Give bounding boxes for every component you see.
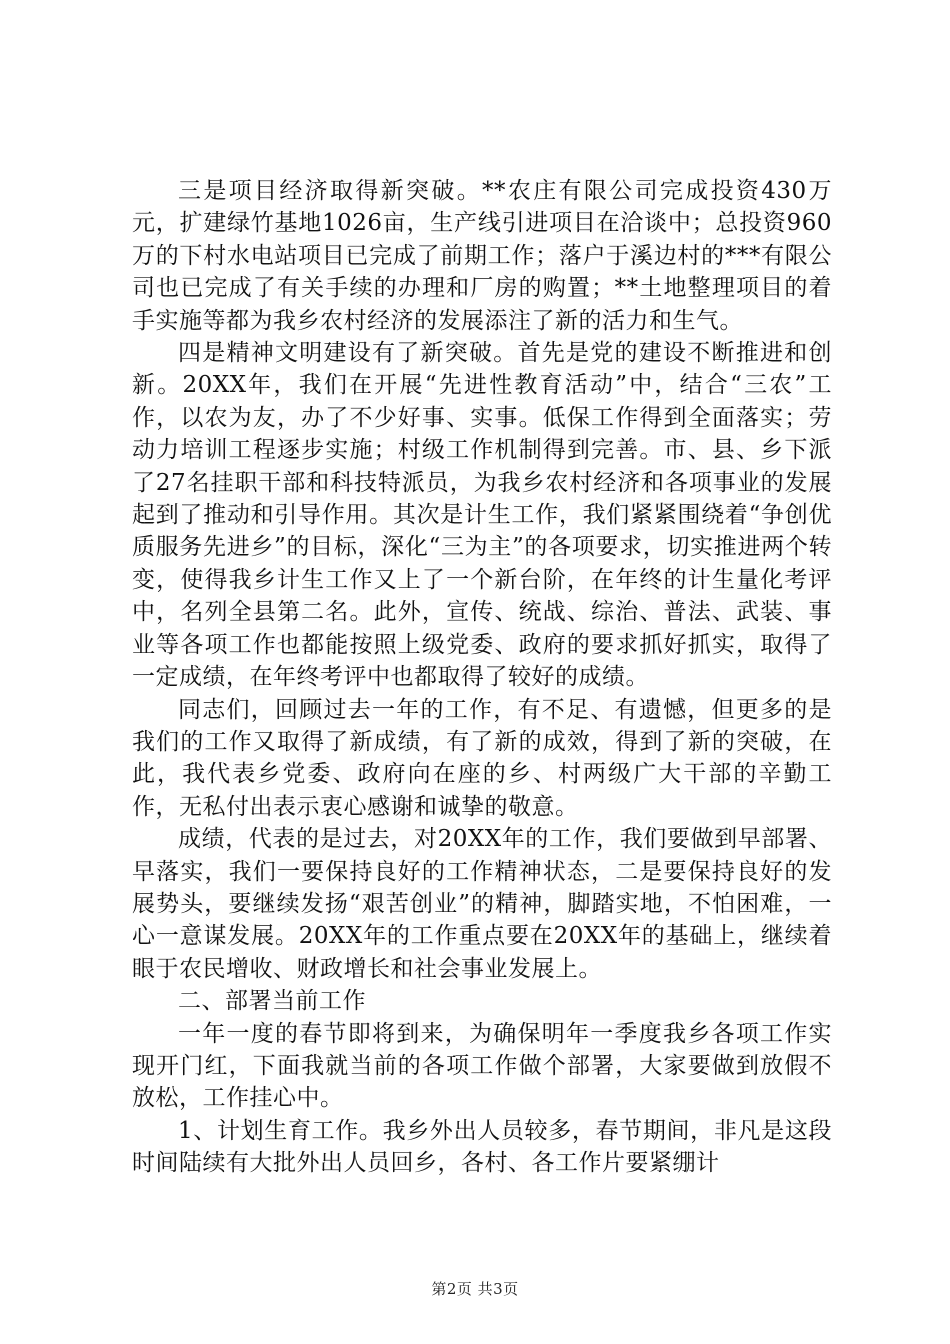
paragraph-family-planning: 1、计划生育工作。我乡外出人员较多，春节期间，非凡是这段时间陆续有大批外出人员回乡，各村、各工作片要紧绷计	[132, 1117, 832, 1177]
paragraph-achievements: 成绩，代表的是过去，对20XX年的工作，我们要做到早部署、早落实，我们一要保持良好的工作精神状态，二是要保持良好的发展势头，要继续发扬“艰苦创业”的精神，脚踏实地，不怕困难，一心一意谋发展。20XX年的工作重点要在20XX年的基础上，继续着眼于农民增收、财政增长和社会事业发展上。	[132, 826, 832, 982]
page-footer: 第2页 共3页	[431, 1280, 519, 1298]
paragraph-project-economy: 三是项目经济取得新突破。**农庄有限公司完成投资430万元，扩建绿竹基地1026亩，生产线引进项目在洽谈中；总投资960万的下村水电站项目已完成了前期工作；落户于溪边村的***有限公司也已完成了有关手续的办理和厂房的购置；**土地整理项目的着手实施等都为我乡农村经济的发展添注了新的活力和生气。	[132, 178, 832, 334]
document-body	[132, 175, 832, 1180]
section-heading-current-work: 二、部署当前工作	[178, 988, 366, 1015]
paragraph-spring-festival: 一年一度的春节即将到来，为确保明年一季度我乡各项工作实现开门红，下面我就当前的各项工作做个部署，大家要做到放假不放松，工作挂心中。	[132, 1020, 832, 1112]
paragraph-spiritual-civilization: 四是精神文明建设有了新突破。首先是党的建设不断推进和创新。20XX年，我们在开展“先进性教育活动”中，结合“三农”工作，以农为友，办了不少好事、实事。低保工作得到全面落实；劳动力培训工程逐步实施；村级工作机制得到完善。市、县、乡下派了27名挂职干部和科技特派员，为我乡农村经济和各项事业的发展起到了推动和引导作用。其次是计生工作，我们紧紧围绕着“争创优质服务先进乡”的目标，深化“三为主”的各项要求，切实推进两个转变，使得我乡计生工作又上了一个新台阶，在年终的计生量化考评中，名列全县第二名。此外，宣传、统战、综治、普法、武装、事业等各项工作也都能按照上级党委、政府的要求抓好抓实，取得了一定成绩，在年终考评中也都取得了较好的成绩。	[132, 340, 832, 691]
paragraph-review-thanks: 同志们，回顾过去一年的工作，有不足、有遗憾，但更多的是我们的工作又取得了新成绩，有了新的成效，得到了新的突破，在此，我代表乡党委、政府向在座的乡、村两级广大干部的辛勤工作，无私付出表示衷心感谢和诚挚的敬意。	[132, 696, 832, 820]
